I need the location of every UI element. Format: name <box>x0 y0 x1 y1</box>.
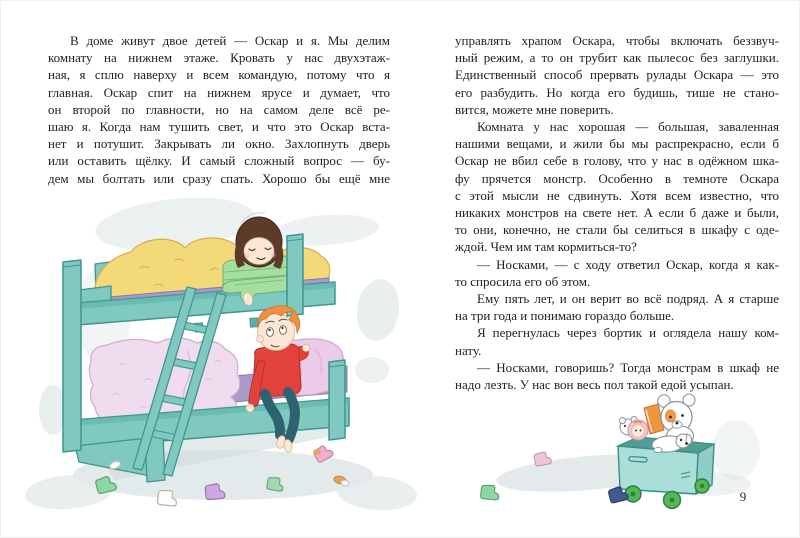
text-line: на три года и понимаю гораздо больше. <box>455 308 675 324</box>
text-line: вится, можете мне поверить. <box>455 101 614 117</box>
text-line: — Носками, — с ходу ответил Оскар, когда я как- <box>477 256 779 272</box>
left-page-text <box>48 32 390 187</box>
text-line: никаких монстров на свете нет. А если б даже и были, <box>455 205 779 221</box>
text-line: то они, конечно, не стали бы селиться в шкафу с оде- <box>455 222 779 238</box>
pink-doll <box>628 420 648 440</box>
bunk-bed-illustration <box>45 190 401 520</box>
text-line: Комната у нас хорошая — большая, заваленная <box>477 119 779 135</box>
text-line: ждой. Чем им там кормиться-то? <box>455 239 637 255</box>
sock <box>480 484 499 500</box>
text-line: фу прячется монстр. Особенно в темноте Оскара <box>455 170 779 186</box>
text-line: Я перегнулась через бортик и оглядела нашу ком- <box>477 325 779 341</box>
text-line: ная, я сплю наверху и всем командую, потому что я <box>48 67 390 83</box>
text-line: его разбудить. Но когда его будишь, тише не стано- <box>455 84 779 100</box>
page-number: 9 <box>739 489 747 504</box>
right-page-text <box>455 32 779 393</box>
text-line: шаю я. Когда нам тушить свет, и что это Оскар вста- <box>48 119 390 135</box>
boy-hand <box>246 404 254 412</box>
text-line: он второй по главности, но на самом деле всё ре- <box>48 101 390 117</box>
text-line: — Носками, говоришь? Тогда монстрам в шкаф не <box>477 359 779 375</box>
text-line: нет и потушит. Закрывать ли окно. Захлопнуть дверь <box>48 136 390 152</box>
toy-box-illustration <box>468 388 788 518</box>
text-line: ный режим, а то он трубит как пылесос без заглушки. <box>455 50 779 66</box>
text-line: Оскар не вбил себе в голову, что у нас в одёжном шка- <box>455 153 779 169</box>
text-line: или оставить щёлку. И самый сложный вопрос — бу- <box>48 153 390 169</box>
text-line: то спросила его об этом. <box>455 273 591 289</box>
sock <box>534 451 552 466</box>
text-line: Ему пять лет, и он верит во всё подряд. А я старше <box>477 291 779 307</box>
text-line: управлять храпом Оскара, чтобы включать беззвуч- <box>455 33 779 48</box>
text-line: нату. <box>455 342 482 358</box>
text-line: дем мы болтать или сразу спать. Хорошо бы ещё мне <box>48 170 390 186</box>
text-line: В доме живут двое детей — Оскар и я. Мы делим <box>70 33 390 48</box>
text-line: комнату на нижнем этаже. Кровать у нас двухэтаж- <box>48 50 390 66</box>
text-line: надо лезть. У нас вон весь пол такой едой усыпан. <box>455 377 734 393</box>
text-line: главная. Оскар спит на нижнем ярусе и думает, что <box>48 84 390 100</box>
text-line: с этой мысли не сдвинуть. Хотя всем известно, что <box>455 187 779 203</box>
girl-face <box>244 238 274 265</box>
text-line: нашими вещами, и жили бы мы распрекрасно, если б <box>455 136 779 152</box>
text-line: Единственный способ прервать рулады Оскара — это <box>455 67 779 83</box>
